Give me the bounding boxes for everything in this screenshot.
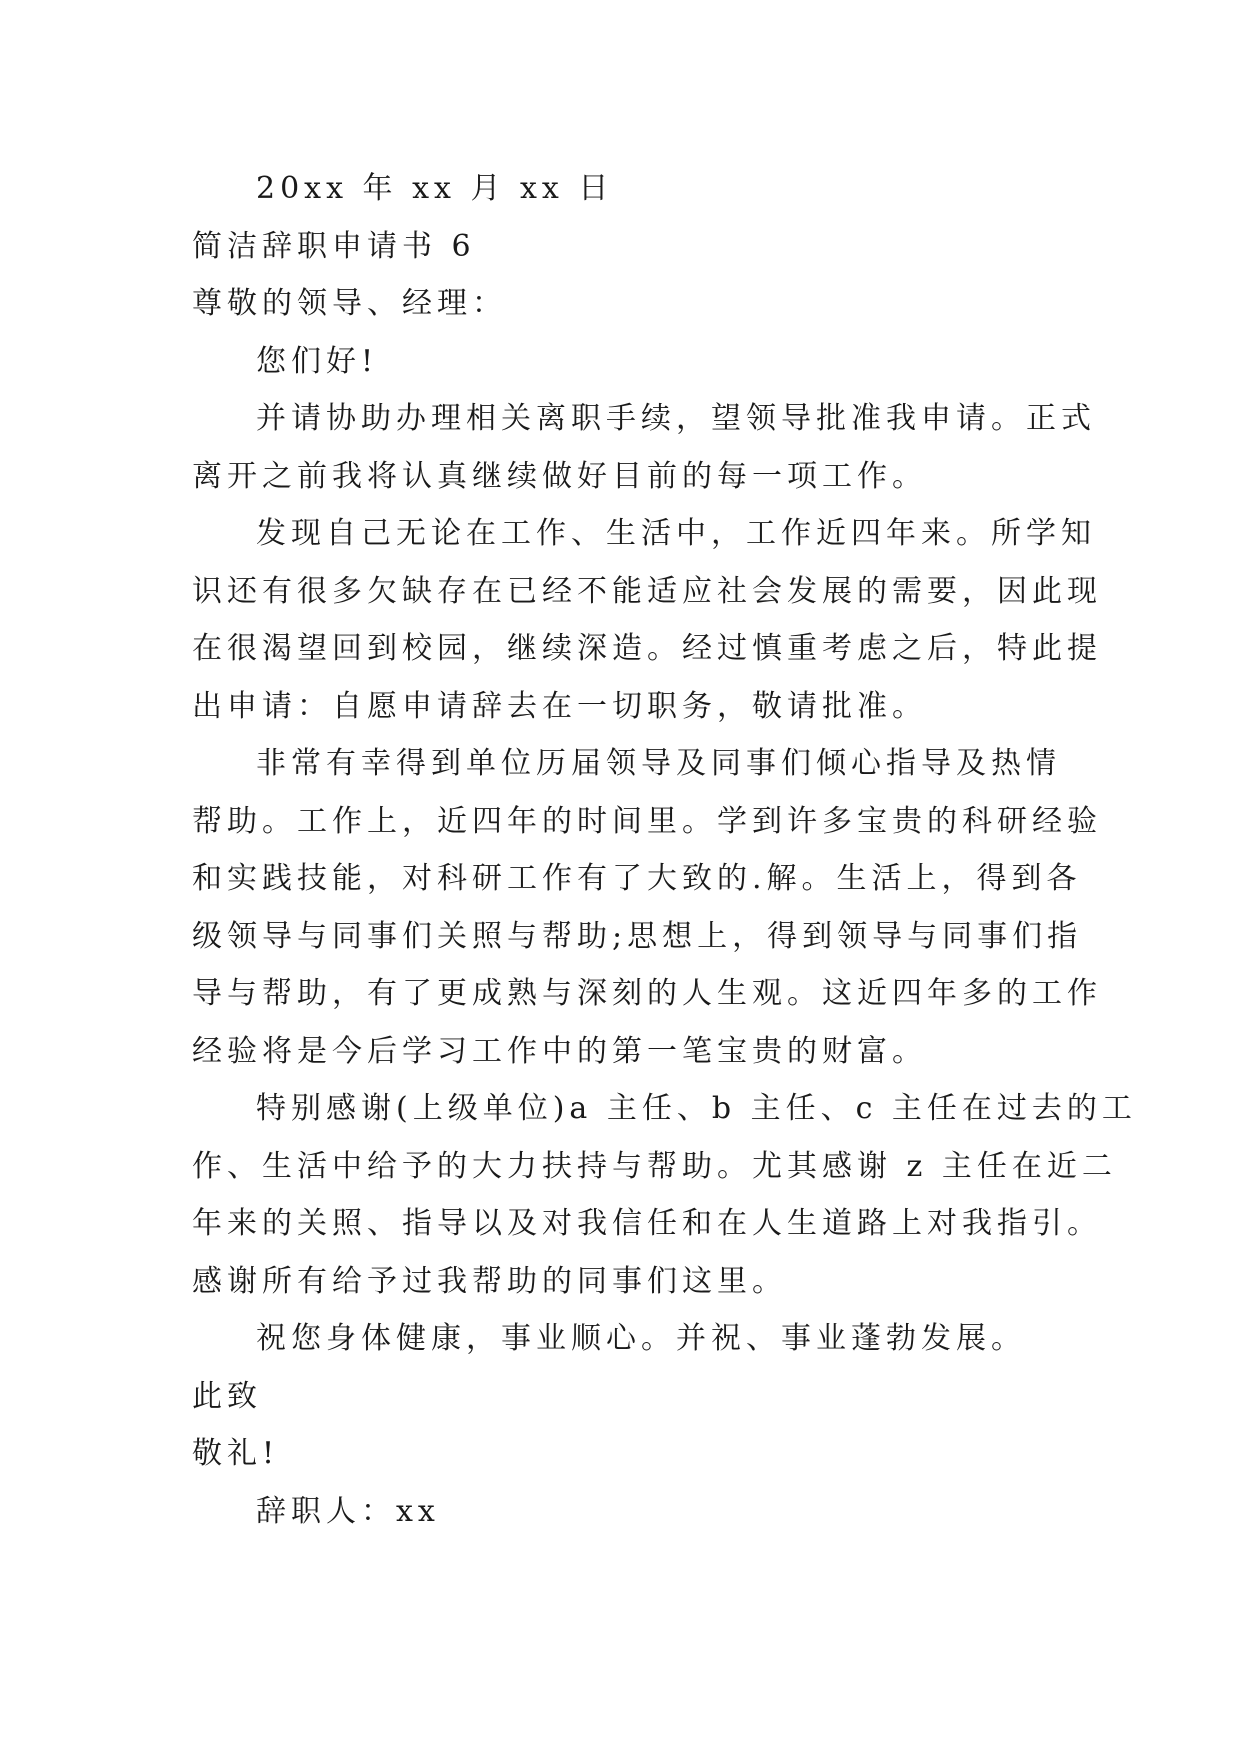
salutation: 尊敬的领导、经理： xyxy=(192,286,507,321)
date-line: 20xx 年 xx 月 xx 日 xyxy=(256,171,614,206)
paragraph-line: 识还有很多欠缺存在已经不能适应社会发展的需要，因此现 xyxy=(192,573,1102,609)
paragraph-line: 非常有幸得到单位历届领导及同事们倾心指导及热情 xyxy=(256,746,1061,781)
paragraph-line: 作、生活中给予的大力扶持与帮助。尤其感谢 z 主任在近二 xyxy=(192,1148,1117,1184)
paragraph-line: 并请协助办理相关离职手续，望领导批准我申请。正式 xyxy=(256,401,1096,436)
signature: 辞职人：xx xyxy=(256,1493,440,1529)
paragraph-line: 在很渴望回到校园，继续深造。经过慎重考虑之后，特此提 xyxy=(192,631,1102,666)
closing-cizhi: 此致 xyxy=(192,1378,262,1414)
paragraph-line: 经验将是今后学习工作中的第一笔宝贵的财富。 xyxy=(192,1033,927,1069)
paragraph-line: 离开之前我将认真继续做好目前的每一项工作。 xyxy=(192,458,927,494)
greeting: 您们好! xyxy=(256,343,379,379)
paragraph-line: 和实践技能，对科研工作有了大致的.解。生活上，得到各 xyxy=(192,861,1082,896)
paragraph-line: 导与帮助，有了更成熟与深刻的人生观。这近四年多的工作 xyxy=(192,976,1102,1011)
paragraph-line: 级领导与同事们关照与帮助;思想上，得到领导与同事们指 xyxy=(192,918,1083,954)
document-title: 简洁辞职申请书 6 xyxy=(192,228,476,264)
closing-jingli: 敬礼! xyxy=(192,1436,280,1471)
paragraph-line: 发现自己无论在工作、生活中，工作近四年来。所学知 xyxy=(256,516,1096,551)
wishes: 祝您身体健康，事业顺心。并祝、事业蓬勃发展。 xyxy=(256,1321,1026,1356)
resignation-letter xyxy=(192,160,1137,1540)
paragraph-3 xyxy=(192,735,1102,1080)
paragraph-1 xyxy=(192,390,1096,505)
paragraph-2 xyxy=(192,505,1102,735)
paragraph-line: 感谢所有给予过我帮助的同事们这里。 xyxy=(192,1263,787,1299)
paragraph-line: 出申请：自愿申请辞去在一切职务，敬请批准。 xyxy=(192,688,927,724)
paragraph-line: 年来的关照、指导以及对我信任和在人生道路上对我指引。 xyxy=(192,1206,1102,1241)
paragraph-line: 帮助。工作上，近四年的时间里。学到许多宝贵的科研经验 xyxy=(192,803,1102,839)
paragraph-line: 特别感谢(上级单位)a 主任、b 主任、c 主任在过去的工 xyxy=(256,1091,1137,1126)
paragraph-4 xyxy=(192,1080,1137,1310)
